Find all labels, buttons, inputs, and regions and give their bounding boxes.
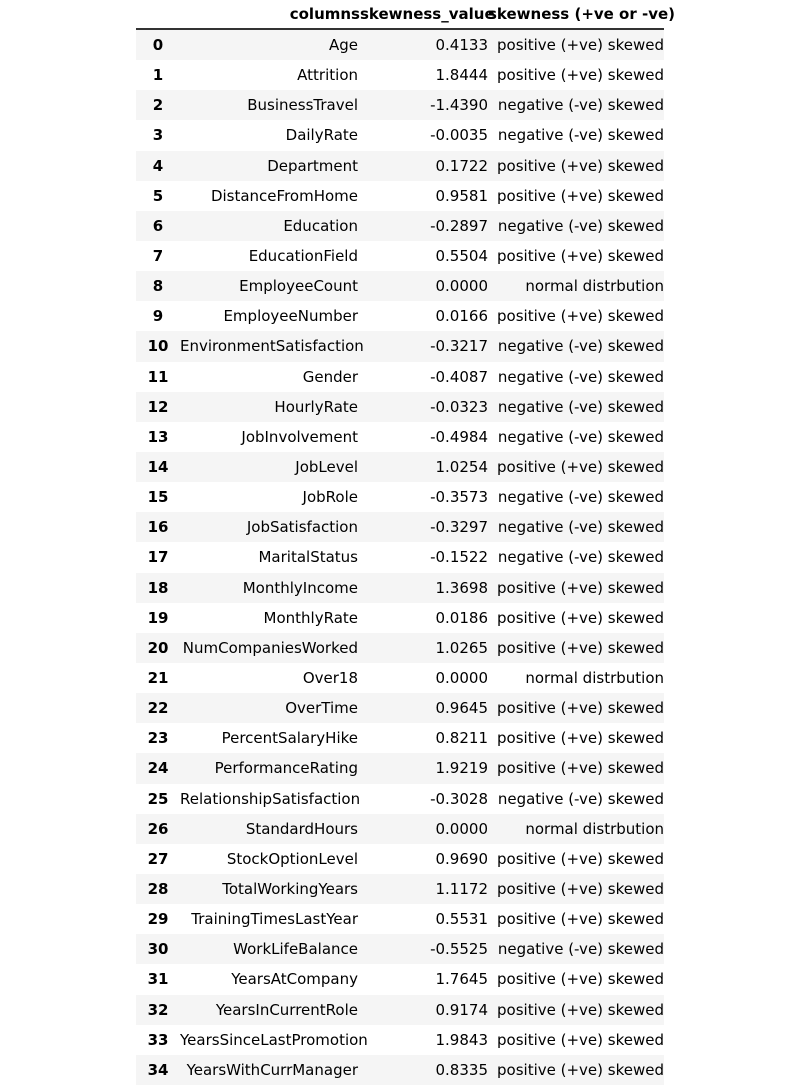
header-row: [136, 0, 664, 29]
column-name-cell: Age: [328, 36, 358, 55]
skewness-sign-cell: positive (+ve) skewed: [497, 36, 664, 55]
column-name-cell: BusinessTravel: [247, 96, 358, 115]
skewness-sign-cell: negative (-ve) skewed: [497, 789, 664, 808]
skewness-sign-cell: negative (-ve) skewed: [497, 126, 664, 145]
skewness-sign-cell: negative (-ve) skewed: [497, 337, 664, 356]
table-row: [136, 542, 664, 572]
row-index: 21: [147, 669, 169, 688]
column-name-cell: OverTime: [285, 699, 358, 718]
skewness-value-cell: 1.3698: [435, 578, 488, 597]
row-index: 22: [147, 699, 169, 718]
table-row: [136, 753, 664, 783]
column-name-cell: EmployeeCount: [239, 277, 358, 296]
row-index: 3: [152, 126, 164, 145]
row-index: 25: [147, 789, 169, 808]
table-row: [136, 904, 664, 934]
skewness-sign-cell: positive (+ve) skewed: [497, 970, 664, 989]
skewness-value-cell: 1.9219: [435, 759, 488, 778]
table-row: [136, 603, 664, 633]
row-index: 30: [147, 940, 169, 959]
row-index: 2: [152, 96, 164, 115]
table-header: [136, 0, 676, 29]
row-index: 29: [147, 910, 169, 929]
column-name-cell: Education: [283, 216, 358, 235]
column-name-cell: MaritalStatus: [258, 548, 358, 567]
row-index: 0: [152, 36, 164, 55]
skewness-value-cell: 0.5504: [435, 247, 488, 266]
skewness-value-cell: -0.1522: [430, 548, 488, 567]
column-name-cell: TrainingTimesLastYear: [191, 910, 358, 929]
skewness-sign-cell: positive (+ve) skewed: [497, 910, 664, 929]
skewness-value-cell: -0.3573: [430, 488, 488, 507]
skewness-sign-cell: positive (+ve) skewed: [497, 1000, 664, 1019]
column-name-cell: Attrition: [297, 66, 358, 85]
table-row: [136, 964, 664, 994]
table-row: [136, 151, 664, 181]
skewness-value-cell: 1.8444: [435, 66, 488, 85]
skewness-sign-cell: positive (+ve) skewed: [497, 880, 664, 898]
row-index: 13: [147, 427, 169, 446]
skewness-value-cell: 0.9174: [435, 1000, 488, 1019]
skewness-sign-cell: positive (+ve) skewed: [497, 608, 664, 627]
skewness-value-cell: 0.8211: [435, 729, 488, 748]
skewness-sign-cell: positive (+ve) skewed: [497, 458, 664, 477]
column-name-cell: EmployeeNumber: [223, 307, 358, 326]
table-row: [136, 573, 664, 603]
table-row: [136, 663, 664, 693]
row-index: 31: [147, 970, 169, 989]
skewness-value-cell: -0.4087: [430, 367, 488, 386]
column-name-cell: YearsAtCompany: [231, 970, 358, 989]
skewness-sign-cell: negative (-ve) skewed: [497, 397, 664, 416]
skewness-sign-cell: negative (-ve) skewed: [497, 216, 664, 235]
skewness-value-cell: 0.9690: [435, 849, 488, 868]
skewness-sign-cell: negative (-ve) skewed: [497, 518, 664, 537]
header-skewness-value: skewness_value: [360, 0, 488, 29]
table-row: [136, 241, 664, 271]
skewness-value-cell: 0.9581: [435, 186, 488, 205]
column-name-cell: YearsWithCurrManager: [186, 1060, 358, 1079]
skewness-sign-cell: negative (-ve) skewed: [497, 548, 664, 567]
table-row: [136, 723, 664, 753]
header-columns: columns: [180, 0, 360, 29]
skewness-sign-cell: positive (+ve) skewed: [497, 156, 664, 175]
skewness-sign-cell: positive (+ve) skewed: [497, 699, 664, 718]
table-row: [136, 814, 664, 844]
skewness-table: [136, 0, 676, 1085]
column-name-cell: EnvironmentSatisfaction: [180, 337, 364, 356]
skewness-value-cell: 0.0000: [435, 669, 488, 688]
column-name-cell: HourlyRate: [274, 397, 358, 416]
row-index: 11: [147, 367, 169, 386]
skewness-value-cell: -0.3028: [430, 789, 488, 808]
column-name-cell: JobSatisfaction: [246, 518, 358, 537]
column-name-cell: JobRole: [302, 488, 358, 507]
skewness-sign-cell: negative (-ve) skewed: [497, 488, 664, 507]
skewness-sign-cell: negative (-ve) skewed: [497, 940, 664, 959]
skewness-sign-cell: positive (+ve) skewed: [497, 247, 664, 266]
skewness-value-cell: -0.5525: [430, 940, 488, 959]
table-row: [136, 90, 664, 120]
skewness-value-cell: 0.9645: [435, 699, 488, 718]
table-row: [136, 874, 664, 904]
column-name-cell: PercentSalaryHike: [221, 729, 358, 748]
skewness-value-cell: 0.0000: [435, 819, 488, 838]
skewness-value-cell: -0.2897: [430, 216, 488, 235]
skewness-value-cell: 1.9843: [435, 1030, 488, 1049]
table-row: [136, 271, 664, 301]
skewness-sign-cell: positive (+ve) skewed: [497, 729, 664, 748]
skewness-sign-cell: negative (-ve) skewed: [497, 367, 664, 386]
table-row: [136, 995, 664, 1025]
skewness-value-cell: 0.5531: [435, 910, 488, 929]
row-index: 16: [147, 518, 169, 537]
row-index: 34: [147, 1060, 169, 1079]
skewness-value-cell: 0.0166: [435, 307, 488, 326]
table-row: [136, 934, 664, 964]
skewness-sign-cell: negative (-ve) skewed: [497, 96, 664, 115]
table-row: [136, 844, 664, 874]
table-row: [136, 362, 664, 392]
table-row: [136, 1055, 664, 1085]
row-index: 17: [147, 548, 169, 567]
row-index: 4: [152, 156, 164, 175]
row-index: 27: [147, 849, 169, 868]
row-index: 20: [147, 638, 169, 657]
skewness-sign-cell: positive (+ve) skewed: [497, 578, 664, 597]
column-name-cell: StandardHours: [245, 819, 358, 838]
table-row: [136, 482, 664, 512]
table-row: [136, 422, 664, 452]
row-index: 14: [147, 458, 169, 477]
column-name-cell: JobInvolvement: [241, 427, 358, 446]
header-index: [136, 0, 180, 29]
table-row: [136, 301, 664, 331]
column-name-cell: TotalWorkingYears: [222, 880, 358, 898]
row-index: 23: [147, 729, 169, 748]
skewness-sign-cell: normal distrbution: [525, 669, 664, 688]
skewness-sign-cell: positive (+ve) skewed: [497, 307, 664, 326]
row-index: 28: [147, 880, 169, 898]
skewness-sign-cell: positive (+ve) skewed: [497, 66, 664, 85]
column-name-cell: RelationshipSatisfaction: [180, 789, 361, 808]
skewness-value-cell: -0.4984: [430, 427, 488, 446]
row-index: 19: [147, 608, 169, 627]
row-index: 18: [147, 578, 169, 597]
skewness-sign-cell: positive (+ve) skewed: [497, 759, 664, 778]
row-index: 6: [152, 216, 164, 235]
column-name-cell: JobLevel: [295, 458, 358, 477]
column-name-cell: MonthlyRate: [263, 608, 358, 627]
row-index: 7: [152, 247, 164, 266]
skewness-value-cell: -0.3217: [430, 337, 488, 356]
skewness-value-cell: -0.3297: [430, 518, 488, 537]
column-name-cell: Department: [267, 156, 358, 175]
skewness-value-cell: 1.0254: [435, 458, 488, 477]
column-name-cell: DailyRate: [285, 126, 358, 145]
skewness-value-cell: -0.0323: [430, 397, 488, 416]
table-row: [136, 1025, 664, 1055]
table-row: [136, 60, 664, 90]
column-name-cell: WorkLifeBalance: [233, 940, 358, 959]
row-index: 12: [147, 397, 169, 416]
skewness-value-cell: 1.1172: [435, 880, 488, 898]
table-row: [136, 693, 664, 723]
skewness-value-cell: -0.0035: [430, 126, 488, 145]
table-row: [136, 784, 664, 814]
column-name-cell: MonthlyIncome: [242, 578, 358, 597]
column-name-cell: Gender: [302, 367, 358, 386]
row-index: 9: [152, 307, 164, 326]
skewness-value-cell: 1.7645: [435, 970, 488, 989]
column-name-cell: PerformanceRating: [214, 759, 358, 778]
skewness-value-cell: 1.0265: [435, 638, 488, 657]
table-row: [136, 633, 664, 663]
table-row: [136, 452, 664, 482]
row-index: 33: [147, 1030, 169, 1049]
row-index: 15: [147, 488, 169, 507]
table-row: [136, 181, 664, 211]
column-name-cell: DistanceFromHome: [210, 186, 358, 205]
skewness-value-cell: 0.0186: [435, 608, 488, 627]
row-index: 26: [147, 819, 169, 838]
header-skewness-sign: skewness (+ve or -ve): [488, 0, 664, 29]
column-name-cell: Over18: [302, 669, 358, 688]
row-index: 5: [152, 186, 164, 205]
skewness-value-cell: -1.4390: [430, 96, 488, 115]
row-index: 32: [147, 1000, 169, 1019]
row-index: 24: [147, 759, 169, 778]
column-name-cell: EducationField: [248, 247, 358, 266]
skewness-sign-cell: normal distrbution: [525, 277, 664, 296]
column-name-cell: StockOptionLevel: [226, 849, 358, 868]
skewness-sign-cell: positive (+ve) skewed: [497, 638, 664, 657]
skewness-sign-cell: positive (+ve) skewed: [497, 1060, 664, 1079]
table-row: [136, 120, 664, 150]
skewness-sign-cell: negative (-ve) skewed: [497, 427, 664, 446]
skewness-sign-cell: normal distrbution: [525, 819, 664, 838]
column-name-cell: YearsInCurrentRole: [215, 1000, 358, 1019]
table-row: [136, 331, 664, 361]
skewness-value-cell: 0.1722: [435, 156, 488, 175]
row-index: 10: [147, 337, 169, 356]
skewness-value-cell: 0.4133: [435, 36, 488, 55]
table-row: [136, 512, 664, 542]
column-name-cell: YearsSinceLastPromotion: [180, 1030, 368, 1049]
skewness-sign-cell: positive (+ve) skewed: [497, 849, 664, 868]
skewness-value-cell: 0.0000: [435, 277, 488, 296]
row-index: 8: [152, 277, 164, 296]
table-body: [136, 29, 664, 1085]
skewness-sign-cell: positive (+ve) skewed: [497, 186, 664, 205]
table-row: [136, 211, 664, 241]
column-name-cell: NumCompaniesWorked: [182, 638, 358, 657]
row-index: 1: [152, 66, 164, 85]
skewness-value-cell: 0.8335: [435, 1060, 488, 1079]
skewness-sign-cell: positive (+ve) skewed: [497, 1030, 664, 1049]
table-row: [136, 29, 664, 60]
table-row: [136, 392, 664, 422]
